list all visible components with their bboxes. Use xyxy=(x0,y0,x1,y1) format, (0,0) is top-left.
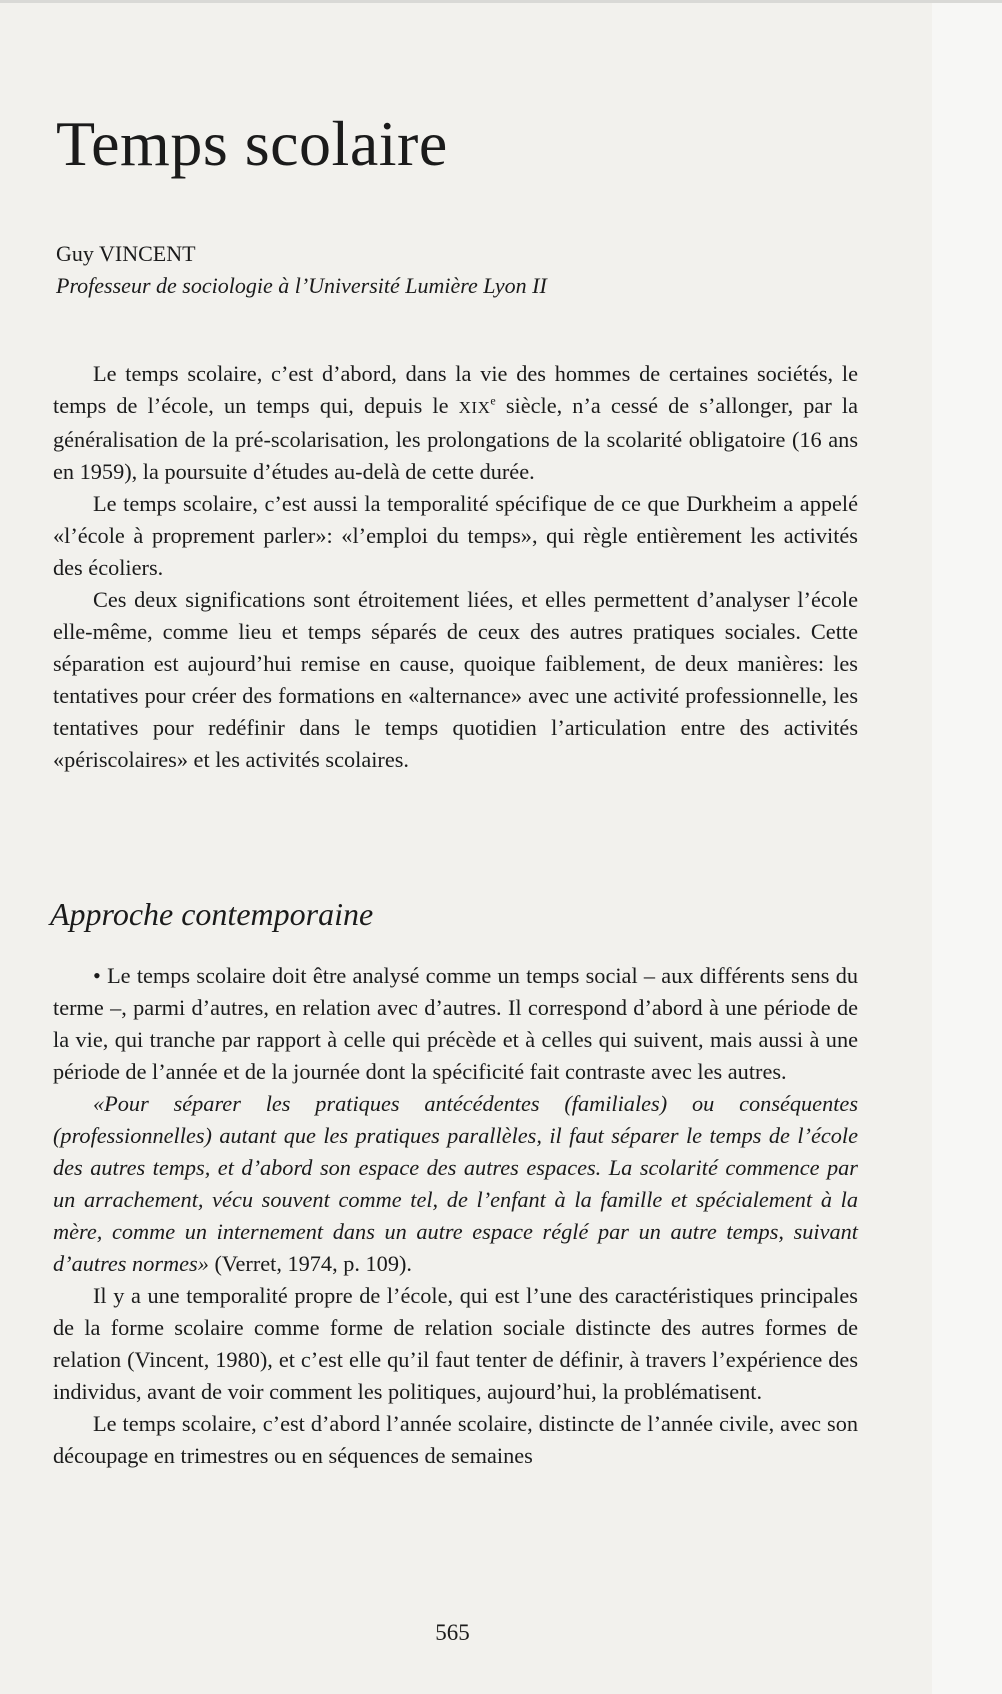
section-paragraph-3: Le temps scolaire, c’est d’abord l’année scolaire, distincte de l’année civile, avec son découpage en trimestres ou en séquences de semaines xyxy=(53,1411,858,1468)
page-title: Temps scolaire xyxy=(56,108,448,179)
intro-p1-end: siècle, n’a cessé de s’allonger, par la généralisation de la pré-scolarisation, les prolongations de la scolarité obligatoire (16 ans en 1959), la poursuite d’études au-delà de cette durée. xyxy=(53,393,858,484)
intro-p1-start: Le temps scolaire, c’est d’abord, dans la vie des hommes de certaines sociétés, le temps de l’école, un temps qui, depuis le xyxy=(53,361,858,418)
page-number: 565 xyxy=(435,1620,470,1645)
section-paragraph-2: Il y a une temporalité propre de l’école, qui est l’une des caractéristiques principales de la forme scolaire comme forme de relation sociale distincte des autres formes de relation (Vincent, 1980), et c’est elle qu’il faut tenter de définir, à travers l’expérience des individus, avant de voir comment les politiques, aujourd’hui, la problématisent. xyxy=(53,1283,858,1404)
intro-paragraph-2: Le temps scolaire, c’est aussi la temporalité spécifique de ce que Durkheim a appelé «l’école à proprement parler»: «l’emploi du temps», qui règle entièrement les activités des écoliers. xyxy=(53,491,858,580)
author-affiliation: Professeur de sociologie à l’Université Lumière Lyon II xyxy=(56,273,547,298)
intro-paragraph-1 xyxy=(53,358,858,488)
author-name: Guy VINCENT xyxy=(56,241,196,266)
century-superscript: e xyxy=(490,393,496,408)
section-paragraph-1: • Le temps scolaire doit être analysé comme un temps social – aux différents sens du terme –, parmi d’autres, en relation avec d’autres. Il correspond d’abord à une période de la vie, qui tranche par rapport à celle qui précède et à celles qui suivent, mais aussi à une période de l’année et de la journée dont la spécificité fait contraste avec les autres. xyxy=(53,963,858,1084)
quote-citation: (Verret, 1974, p. 109). xyxy=(208,1251,412,1276)
top-rule xyxy=(0,0,1002,3)
century-numeral: XIX xyxy=(458,398,491,417)
quote-paragraph xyxy=(53,1088,858,1280)
page-edge xyxy=(932,0,1002,1694)
intro-paragraph-3: Ces deux significations sont étroitement liées, et elles permettent d’analyser l’école elle-même, comme lieu et temps séparés de ceux des autres pratiques sociales. Cette séparation est aujourd’hui remise en cause, quoique faiblement, de deux manières: les tentatives pour créer des formations en «alternance» avec une activité professionnelle, les tentatives pour redéfinir dans le temps quotidien l’articulation entre des activités «périscolaires» et les activités scolaires. xyxy=(53,587,858,772)
section-body xyxy=(53,960,858,1472)
intro-section xyxy=(53,358,858,776)
quote-text: «Pour séparer les pratiques antécédentes (familiales) ou conséquentes (professionnelles) autant que les pratiques parallèles, il faut séparer le temps de l’école des autres temps, et d’abord son espace des autres espaces. La scolarité commence par un arrachement, vécu souvent comme tel, de l’enfant à la famille et spécialement à la mère, comme un internement dans un autre espace réglé par un autre temps, suivant d’autres normes» xyxy=(53,1091,858,1276)
section-heading: Approche contemporaine xyxy=(50,896,374,932)
